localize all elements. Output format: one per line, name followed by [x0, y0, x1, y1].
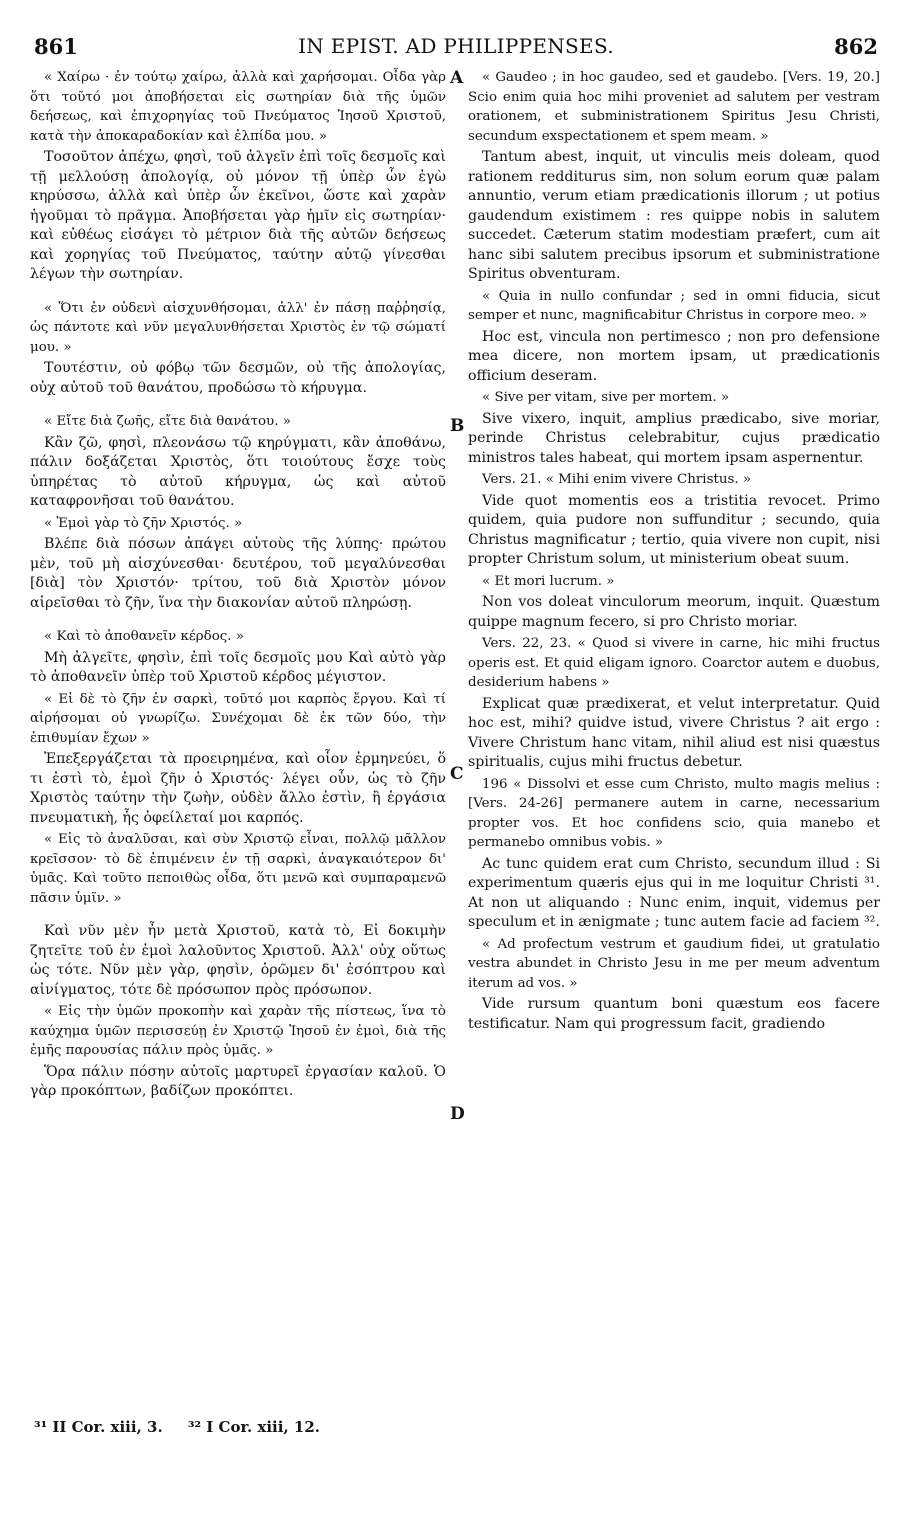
- footnote-32: ³² I Cor. xiii, 12.: [187, 1418, 320, 1436]
- latin-commentary: Vide quot momentis eos a tristitia revocet. Primo quidem, quia pudore non suffunditur ; secundo, quia Christus magnificatur ; tertio, quia vivere non cupit, nisi propter Christum solum, ut ministerium obeat suum.: [468, 492, 880, 567]
- greek-commentary: Τοσοῦτον ἀπέχω, φησὶ, τοῦ ἀλγεῖν ἐπὶ τοῖς δεσμοῖς καὶ τῇ μελλούσῃ ἀπολογίᾳ, οὐ μόνον τῇ ὑπὲρ ὧν ἐγὼ κηρύσσω, ἀλλὰ καὶ ὑπὲρ ὧν ἐκεῖνοι, ὥστε καὶ χαρὰν ἡγοῦμαι τὸ πρᾶγμα. Ἀποβήσεται γὰρ ἡμῖν εἰς σωτηρίαν· καὶ εὐθέως εἰσάγει τὸ μέτριον διὰ τῆς αὐτῶν δεήσεως καὶ χορηγίας τοῦ Πνεύματος, ταύτην αὐτῷ γίνεσθαι λέγων τὴν σωτηρίαν.: [30, 149, 446, 282]
- running-header: [34, 34, 878, 60]
- latin-lemma-section-196: 196 « Dissolvi et esse cum Christo, multo magis melius : [Vers. 24-26] permanere autem in carne, necessarium propter vos. Et hoc confidens scio, quia manebo et permanebo omnibus vobis. »: [468, 776, 880, 850]
- latin-lemma: « Et mori lucrum. »: [482, 573, 615, 589]
- greek-lemma: « Εἴτε διὰ ζωῆς, εἴτε διὰ θανάτου. »: [44, 414, 291, 429]
- greek-commentary: Τουτέστιν, οὐ φόβῳ τῶν δεσμῶν, οὐ τῆς ἀπολογίας, οὐχ αὐτοῦ τοῦ θανάτου, προδώσω τὸ κήρυγμα.: [30, 360, 446, 396]
- greek-commentary: Ὅρα πάλιν πόσην αὐτοῖς μαρτυρεῖ ἐργασίαν καλοῦ. Ὁ γὰρ προκόπτων, βαδίζων προκόπτει.: [30, 1063, 446, 1099]
- latin-column: [468, 68, 880, 1036]
- latin-commentary: Non vos doleat vinculorum meorum, inquit. Quæstum quippe magnum fecero, si pro Christo moriar.: [468, 594, 880, 630]
- margin-marker-c: C: [450, 764, 464, 784]
- margin-marker-d: D: [450, 1104, 465, 1124]
- margin-marker-a: A: [450, 68, 464, 88]
- latin-lemma: « Sive per vitam, sive per mortem. »: [482, 390, 730, 405]
- greek-lemma: « Ὅτι ἐν οὐδενὶ αἰσχυνθήσομαι, ἀλλ' ἐν πάσῃ παῤῥησίᾳ, ὡς πάντοτε καὶ νῦν μεγαλυνθήσεται Χριστὸς ἐν τῷ σώματί μου. »: [30, 300, 446, 355]
- greek-lemma: « Ἐμοὶ γὰρ τὸ ζῆν Χριστός. »: [44, 515, 243, 531]
- greek-lemma: « Εἰς τὸ ἀναλῦσαι, καὶ σὺν Χριστῷ εἶναι, πολλῷ μᾶλλον κρεῖσσον· τὸ δὲ ἐπιμένειν ἐν τῇ σαρκὶ, ἀναγκαιότερον δι' ὑμᾶς. Καὶ τοῦτο πεποιθὼς οἶδα, ὅτι μενῶ καὶ συμπαραμενῶ πᾶσιν ὑμῖν. »: [30, 832, 446, 906]
- page-number-left: 861: [34, 34, 78, 59]
- footnotes: [34, 1418, 340, 1436]
- latin-commentary: Sive vixero, inquit, amplius prædicabo, sive moriar, perinde Christus celebrabitur, cujus prædicatio ministros tales habeat, qui mortem ipsam aspernentur.: [468, 410, 880, 466]
- latin-lemma: Vers. 21. « Mihi enim vivere Christus. »: [482, 472, 752, 487]
- margin-marker-b: B: [450, 416, 465, 436]
- greek-lemma: « Εἰ δὲ τὸ ζῆν ἐν σαρκὶ, τοῦτό μοι καρπὸς ἔργου. Καὶ τί αἱρήσομαι οὐ γνωρίζω. Συνέχομαι δὲ ἐκ τῶν δύο, τὴν ἐπιθυμίαν ἔχων »: [30, 691, 446, 746]
- greek-column: [30, 68, 446, 1104]
- page-number-right: 862: [834, 34, 878, 59]
- greek-commentary: Βλέπε διὰ πόσων ἀπάγει αὐτοὺς τῆς λύπης· πρώτου μὲν, τοῦ μὴ αἰσχύνεσθαι· δευτέρου, τοῦ μεγαλύνεσθαι [διὰ] τὸν Χριστόν· τρίτου, τοῦ διὰ Χριστὸν μόνον αἱρεῖσθαι τὸ ζῆν, ἵνα τὴν διακονίαν αὐτοῦ πληρώσῃ.: [30, 536, 446, 611]
- latin-commentary: Explicat quæ prædixerat, et velut interpretatur. Quid hoc est, mihi? quidve istud, vivere Christus ? ait ergo : Vivere Christum hanc vitam, nihil aliud est nisi quæstus spiritualis, cujus mihi fructus debetur.: [468, 695, 880, 770]
- greek-commentary: Καὶ νῦν μὲν ἦν μετὰ Χριστοῦ, κατὰ τὸ, Εἰ δοκιμὴν ζητεῖτε τοῦ ἐν ἐμοὶ λαλοῦντος Χριστοῦ. Ἀλλ' οὐχ οὕτως ὡς τότε. Νῦν μὲν γὰρ, φησὶν, ὁρῶμεν δι' ἐσόπτρου καὶ αἰνίγματος, τότε δὲ πρόσωπον πρὸς πρόσωπον.: [30, 923, 446, 998]
- latin-commentary: Hoc est, vincula non pertimesco ; non pro defensione mea dicere, non mortem ipsam, ut prædicationis officium deseram.: [468, 328, 880, 384]
- latin-lemma: « Quia in nullo confundar ; sed in omni fiducia, sicut semper et nunc, magnificabitur Christus in corpore meo. »: [468, 288, 880, 323]
- running-title: IN EPIST. AD PHILIPPENSES.: [298, 34, 614, 58]
- greek-lemma: « Εἰς τὴν ὑμῶν προκοπὴν καὶ χαρὰν τῆς πίστεως, ἵνα τὸ καύχημα ὑμῶν περισσεύῃ ἐν Χριστῷ Ἰησοῦ ἐν ἐμοὶ, διὰ τῆς ἐμῆς παρουσίας πάλιν πρὸς ὑμᾶς. »: [30, 1004, 446, 1058]
- latin-commentary: Ac tunc quidem erat cum Christo, secundum illud : Si experimentum quæris ejus qui in me loquitur Christi ³¹. At non ut aliquando : Nunc enim, inquit, videmus per speculum et in ænigmate ; tunc autem facie ad faciem ³².: [468, 855, 880, 930]
- footnote-31: ³¹ II Cor. xiii, 3.: [34, 1418, 163, 1436]
- greek-lemma: « Χαίρω · ἐν τούτῳ χαίρω, ἀλλὰ καὶ χαρήσομαι. Οἶδα γὰρ ὅτι τοῦτό μοι ἀποβήσεται εἰς σωτηρίαν διὰ τῆς ὑμῶν δεήσεως, καὶ ἐπιχορηγίας τοῦ Πνεύματος Ἰησοῦ Χριστοῦ, κατὰ τὴν ἀποκαραδοκίαν καὶ ἐλπίδα μου. »: [30, 70, 446, 144]
- latin-commentary: Vide rursum quantum boni quæstum eos facere testificatur. Nam qui progressum facit, gradiendo: [468, 996, 880, 1032]
- greek-commentary: Μὴ ἀλγεῖτε, φησὶν, ἐπὶ τοῖς δεσμοῖς μου Καὶ αὐτὸ γὰρ τὸ ἀποθανεῖν ὑπὲρ τοῦ Χριστοῦ κέρδος μέγιστον.: [30, 649, 446, 685]
- latin-commentary: Tantum abest, inquit, ut vinculis meis doleam, quod rationem redditurus sim, non solum eorum quæ palam annuntio, verum etiam prædicationis illorum ; ut potius gaudendum existimem : res quippe nobis in salutem succedet. Cæterum statim modestiam præfert, cum ait hanc sibi salutem precibus ipsorum et subministratione Spiritus obventuram.: [468, 149, 880, 282]
- greek-commentary: Ἐπεξεργάζεται τὰ προειρημένα, καὶ οἷον ἑρμηνεύει, ὅ τι ἐστὶ τὸ, ἐμοὶ ζῆν ὁ Χριστός· λέγει οὖν, ὡς τὸ ζῆν Χριστὸς ταύτην τὴν ζωὴν, οὐδὲν ἄλλο ἐστὶν, ἢ ἐργάσια πνευματικὴ, ἧς ὀφείλεταί μοι καρπός.: [30, 751, 446, 826]
- greek-commentary: Κἂν ζῶ, φησὶ, πλεονάσω τῷ κηρύγματι, κἂν ἀποθάνω, πάλιν δοξάζεται Χριστὸς, ὅτι τοιούτους ἔσχε τοὺς ὑπηρέτας τὸ αὐτοῦ κήρυγμα, ὡς καὶ αὐτοῦ καταφρονῆσαι τοῦ θανάτου.: [30, 434, 446, 509]
- latin-lemma: « Gaudeo ; in hoc gaudeo, sed et gaudebo. [Vers. 19, 20.] Scio enim quia hoc mihi proveniet ad salutem per vestram orationem, et subministrationem Spiritus Jesu Christi, secundum exspectationem et spem meam. »: [468, 70, 880, 144]
- greek-lemma: « Καὶ τὸ ἀποθανεῖν κέρδος. »: [44, 629, 244, 644]
- latin-lemma: Vers. 22, 23. « Quod si vivere in carne, hic mihi fructus operis est. Et quid eligam ignoro. Coarctor autem e duobus, desiderium habens »: [468, 636, 880, 690]
- latin-lemma: « Ad profectum vestrum et gaudium fidei, ut gratulatio vestra abundet in Christo Jesu in me per meum adventum iterum ad vos. »: [468, 936, 880, 991]
